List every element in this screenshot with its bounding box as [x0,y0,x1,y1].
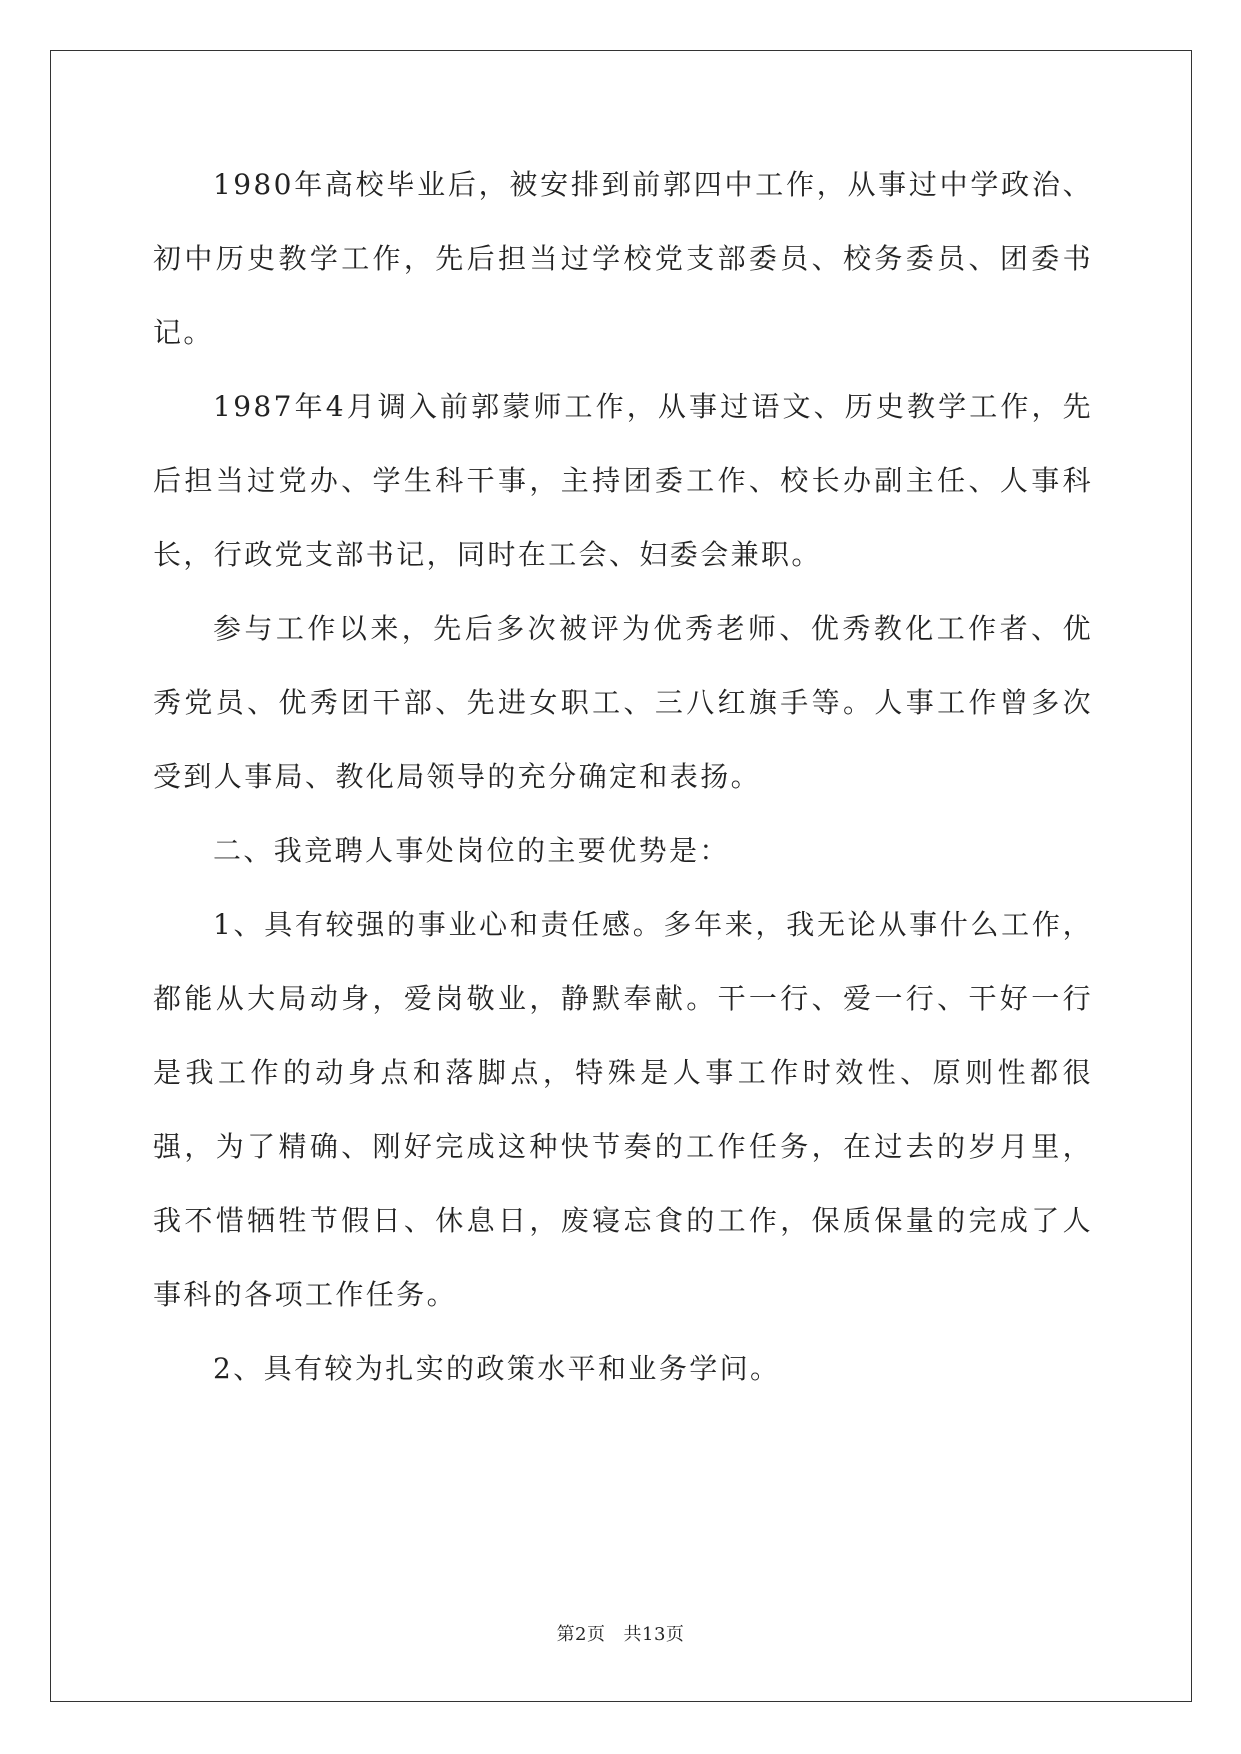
paragraph: 2、具有较为扎实的政策水平和业务学问。 [213,1352,781,1385]
page-number: 第2页 [556,1624,606,1645]
page-total: 共13页 [623,1624,685,1645]
paragraph: 1、具有较强的事业心和责任感。多年来，我无论从事什么工作，都能从大局动身，爱岗敬业，静默奉献。干一行、爱一行、干好一行是我工作的动身点和落脚点，特殊是人事工作时效性、原则性都很强，为了精确、刚好完成这种快节奏的工作任务，在过去的岁月里，我不惜牺牲节假日、休息日，废寝忘食的工作，保质保量的完成了人事科的各项工作任务。 [153,908,1093,1311]
paragraph: 参与工作以来，先后多次被评为优秀老师、优秀教化工作者、优秀党员、优秀团干部、先进女职工、三八红旗手等。人事工作曾多次受到人事局、教化局领导的充分确定和表扬。 [153,612,1093,793]
paragraph: 1980年高校毕业后，被安排到前郭四中工作，从事过中学政治、初中历史教学工作，先后担当过学校党支部委员、校务委员、团委书记。 [153,168,1093,349]
paragraph: 1987年4月调入前郭蒙师工作，从事过语文、历史教学工作，先后担当过党办、学生科干事，主持团委工作、校长办副主任、人事科长，行政党支部书记，同时在工会、妇委会兼职。 [153,390,1093,571]
document-body [153,148,1093,1406]
section-heading: 二、我竞聘人事处岗位的主要优势是： [213,834,730,867]
page-footer [0,1620,1241,1646]
